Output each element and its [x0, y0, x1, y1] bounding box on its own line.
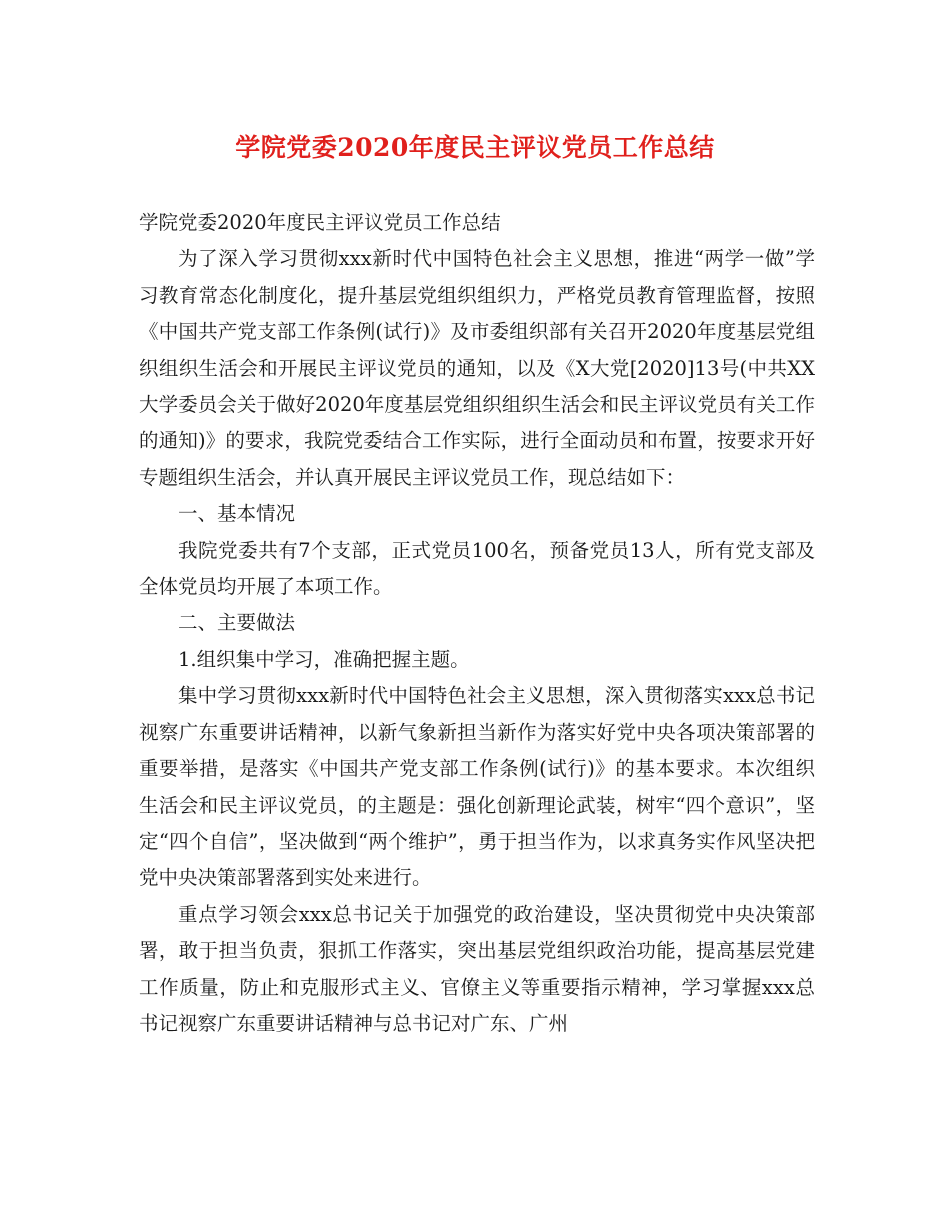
body-paragraph: 为了深入学习贯彻xxx新时代中国特色社会主义思想，推进“两学一做”学习教育常态化制度化，提升基层党组织组织力，严格党员教育管理监督，按照《中国共产党支部工作条例(试行)》及市委组织部有关召开2020年度基层党组织组织生活会和开展民主评议党员的通知，以及《X大党[2020]13号(中共XX大学委员会关于做好2020年度基层党组织组织生活会和民主评议党员有关工作的通知)》的要求，我院党委结合工作实际，进行全面动员和布置，按要求开好专题组织生活会，并认真开展民主评议党员工作，现总结如下： — [139, 247, 815, 489]
section-heading: 二、主要做法 — [178, 611, 296, 635]
body-paragraph: 学院党委2020年度民主评议党员工作总结 — [139, 211, 501, 234]
document-title: 学院党委2020年度民主评议党员工作总结 — [235, 133, 715, 162]
section-heading: 一、基本情况 — [178, 502, 296, 526]
subsection-heading: 1.组织集中学习，准确把握主题。 — [178, 647, 470, 671]
body-paragraph: 集中学习贯彻xxx新时代中国特色社会主义思想，深入贯彻落实xxx总书记视察广东重要讲话精神，以新气象新担当新作为落实好党中央各项决策部署的重要举措，是落实《中国共产党支部工作条例(试行)》的基本要求。本次组织生活会和民主评议党员，的主题是：强化创新理论武装，树牢“四个意识”，坚定“四个自信”，坚决做到“两个维护”，勇于担当作为，以求真务实作风坚决把党中央决策部署落到实处来进行。 — [139, 684, 815, 890]
body-paragraph: 重点学习领会xxx总书记关于加强党的政治建设，坚决贯彻党中央决策部署，敢于担当负责，狠抓工作落实，突出基层党组织政治功能，提高基层党建工作质量，防止和克服形式主义、官僚主义等重要指示精神，学习掌握xxx总书记视察广东重要讲话精神与总书记对广东、广州 — [139, 902, 815, 1035]
body-paragraph: 我院党委共有7个支部，正式党员100名，预备党员13人，所有党支部及全体党员均开展了本项工作。 — [139, 538, 815, 599]
document-body — [139, 205, 815, 1042]
